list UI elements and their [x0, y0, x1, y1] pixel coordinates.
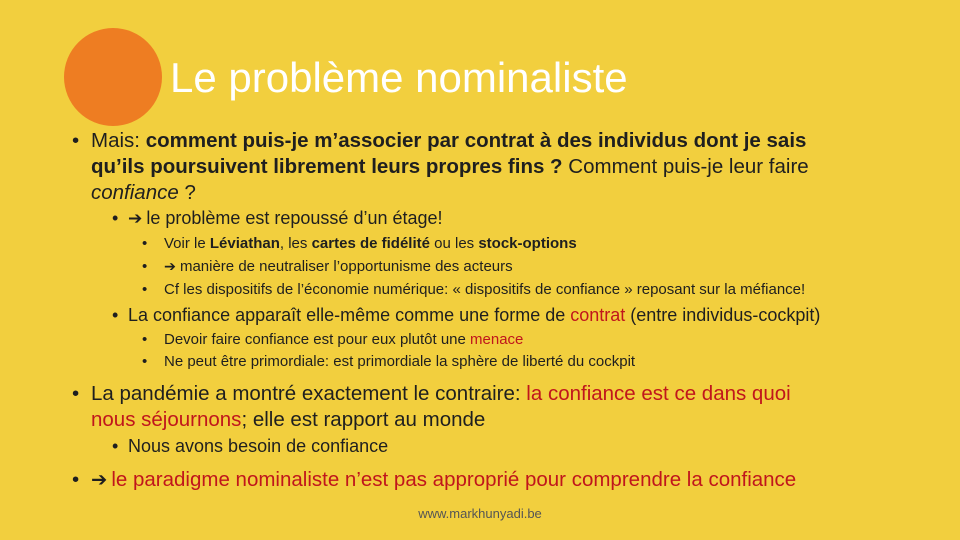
slide-title: Le problème nominaliste: [170, 54, 628, 101]
slide-body: • Mais: comment puis-je m’associer par contrat à des individus dont je sais qu’ils poursuivent librement leurs propres fins ? Comment puis-je leur faire confiance ? • ➔ le problème est repoussé d’un étage! • Voir le Léviathan, les cartes de fidélité ou les stock-options • ➔ manière de neutraliser l’opportunisme des acteurs • Cf les dispositifs de l’économie numérique: « dispositifs de confiance » reposant sur la méfiance! • La confiance apparaît elle-même comme une forme de contrat (entre individus-cockpit) • Devoir faire confiance est pour eux plutôt une menace • Ne peut être primordiale: est primordiale la sphère de liberté du cockpit • La pandémie a montré exactement le contraire: la confiance est ce dans quoi nous séjournons; elle est rapport au monde • Nous avons besoin de confiance • ➔ le paradigme nominaliste n’est pas approprié pour comprendre la confiance: [72, 129, 821, 491]
bullet-icon: •: [142, 331, 148, 348]
bullet-icon: •: [142, 235, 148, 252]
bullet-icon: •: [112, 305, 119, 325]
arrow-right-icon: ➔: [128, 209, 143, 228]
arrow-right-icon: ➔: [91, 469, 108, 491]
footer-url: www.markhunyadi.be: [418, 506, 542, 521]
bullet-icon: •: [142, 353, 148, 370]
bullet-icon: •: [72, 129, 80, 152]
bullet-1-text: Mais: comment puis-je m’associer par contrat à des individus dont je sais: [91, 129, 807, 152]
bullet-icon: •: [72, 468, 80, 491]
bullet-icon: •: [112, 208, 119, 228]
bullet-icon: •: [142, 281, 148, 298]
bullet-icon: •: [72, 382, 80, 405]
bullet-icon: •: [142, 258, 148, 275]
arrow-right-icon: ➔: [164, 259, 176, 275]
bullet-icon: •: [112, 436, 119, 456]
